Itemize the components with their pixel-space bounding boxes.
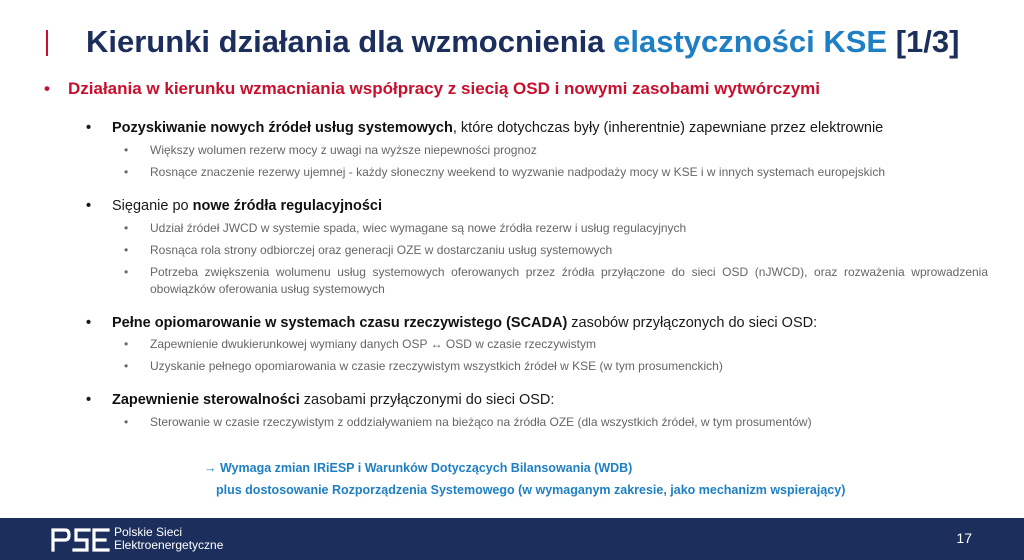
title-highlight: elastyczności KSE	[613, 24, 888, 59]
section-heading: • Pełne opiomarowanie w systemach czasu rzeczywistego (SCADA) zasobów przyłączonych do sieci OSD:	[86, 315, 818, 331]
bullet-icon: •	[124, 265, 129, 279]
list-item: • Uzyskanie pełnego opomiarowania w czasie rzeczywistym wszystkich źródeł w KSE (w tym prosumenckich)	[124, 359, 723, 373]
requirement-note-line2: plus dostosowanie Rozporządzenia Systemowego (w wymaganym zakresie, jako mechanizm wspierający)	[216, 483, 846, 497]
section-heading: • Zapewnienie sterowalności zasobami przyłączonymi do sieci OSD:	[86, 392, 555, 408]
page-number: 17	[956, 530, 972, 546]
bullet-icon: •	[44, 79, 50, 98]
bullet-icon: •	[86, 120, 92, 136]
bullet-icon: •	[86, 392, 92, 408]
list-item: • Udział źródeł JWCD w systemie spada, wiec wymagane są nowe źródła rezerw i usług regulacyjnych	[124, 221, 687, 235]
section-heading-bold: Zapewnienie sterowalności	[112, 392, 300, 408]
title-accent-line	[46, 30, 48, 56]
company-name-line2: Elektroenergetyczne	[114, 538, 224, 552]
bullet-icon: •	[86, 315, 92, 331]
bullet-icon: •	[124, 359, 129, 373]
section-heading-bold: Pozyskiwanie nowych źródeł usług systemowych	[112, 120, 453, 136]
company-name	[114, 526, 223, 552]
bullet-icon: •	[124, 143, 129, 157]
list-item: • Rosnące znaczenie rezerwy ujemnej - każdy słoneczny weekend to wyzwanie nadpodaży mocy w KSE i w innych systemach europejskich	[124, 165, 886, 179]
list-item: • Większy wolumen rezerw mocy z uwagi na wyższe niepewności prognoz	[124, 143, 537, 157]
section-heading: • Pozyskiwanie nowych źródeł usług systemowych, które dotychczas były (inherentnie) zapewniane przez elektrownie	[86, 120, 884, 136]
pse-logo-icon	[50, 526, 110, 552]
list-item: • Zapewnienie dwukierunkowej wymiany danych OSP ↔ OSD w czasie rzeczywistym	[124, 337, 596, 351]
title-part3: [1/3]	[887, 24, 960, 59]
section-heading-bold: nowe źródła regulacyjności	[192, 198, 382, 214]
bullet-icon: •	[86, 198, 92, 214]
title-part1: Kierunki działania dla wzmocnienia	[86, 24, 614, 59]
list-item: • Potrzeba zwiększenia wolumenu usług systemowych oferowanych przez źródła przyłączone do sieci OSD (nJWCD), oraz rozważenia wprowadzenia obowiązków oferowania usług systemowych	[124, 265, 988, 296]
bullet-icon: •	[124, 165, 129, 179]
main-bullet-text: Działania w kierunku wzmacniania współpracy z siecią OSD i nowymi zasobami wytwórczymi	[68, 79, 821, 98]
bullet-icon: •	[124, 415, 129, 429]
list-item: • Rosnąca rola strony odbiorczej oraz generacji OZE w dostarczaniu usług systemowych	[124, 243, 613, 257]
main-bullet	[44, 78, 820, 100]
bullet-icon: •	[124, 243, 129, 257]
bullet-icon: •	[124, 337, 129, 351]
slide-title-bar	[46, 22, 1006, 62]
requirement-note-line1: → Wymaga zmian IRiESP i Warunków Dotyczących Bilansowania (WDB)	[204, 461, 633, 475]
bullet-icon: •	[124, 221, 129, 235]
company-name-line1: Polskie Sieci	[114, 525, 183, 539]
footer-bar	[0, 518, 1024, 560]
slide-title	[86, 22, 959, 62]
section-heading: • Sięganie po nowe źródła regulacyjności	[86, 198, 382, 214]
list-item: • Sterowanie w czasie rzeczywistym z oddziaływaniem na bieżąco na źródła OZE (dla wszystkich źródeł, w tym prosumentów)	[124, 415, 812, 429]
section-heading-bold: Pełne opiomarowanie w systemach czasu rzeczywistego (SCADA)	[112, 315, 568, 331]
